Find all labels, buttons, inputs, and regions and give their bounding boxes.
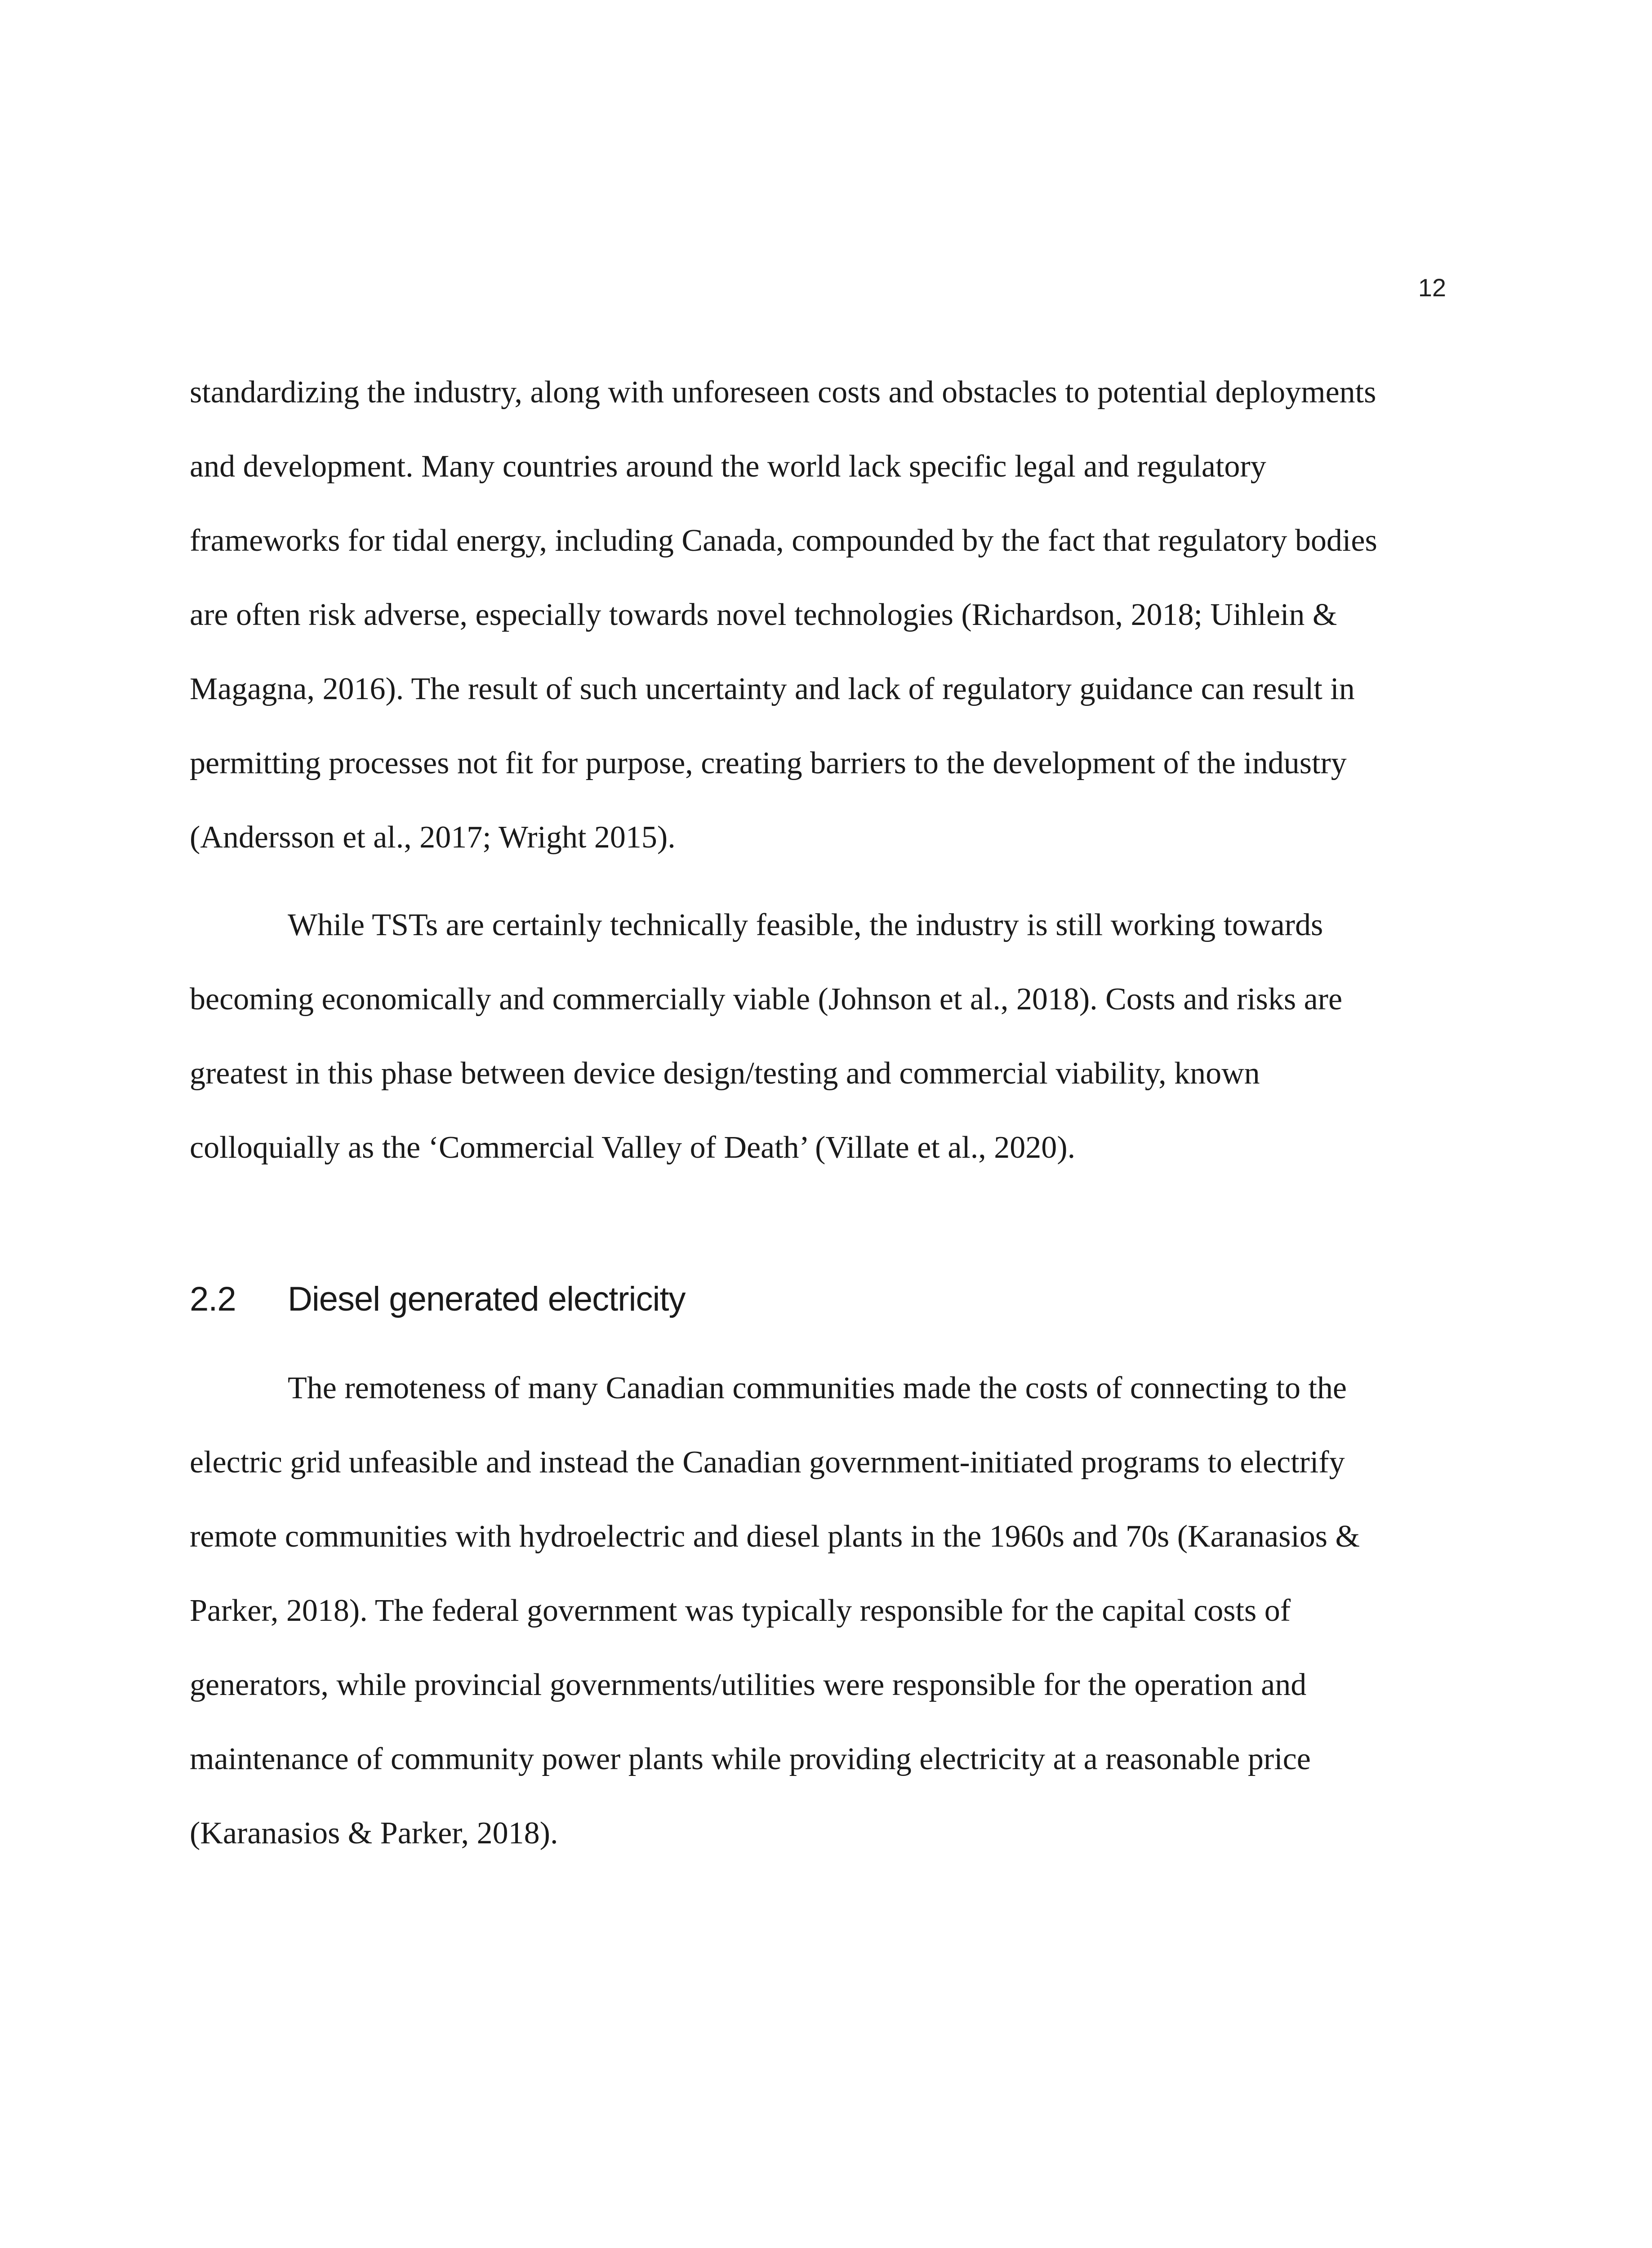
page-number: 12 [1418,273,1446,302]
paragraph-regulatory-frameworks: standardizing the industry, along with unforeseen costs and obstacles to potential deployments and development. Many countries around the world lack specific legal and regulatory frameworks for tidal energy, including Canada, compounded by the fact that regulatory bodies are often risk adverse, especially towards novel technologies (Richardson, 2018; Uihlein & Magagna, 2016). The result of such uncertainty and lack of regulatory guidance can result in permitting processes not fit for purpose, creating barriers to the development of the industry (Andersson et al., 2017; Wright 2015). [190,375,1377,855]
section-title: Diesel generated electricity [288,1280,686,1318]
paragraph-commercial-viability: While TSTs are certainly technically feasible, the industry is still working towards becoming economically and commercially viable (Johnson et al., 2018). Costs and risks are greatest in this phase between device design/testing and commercial viability, known colloquially as the ‘Commercial Valley of Death’ (Villate et al., 2020). [190,908,1343,1165]
section-heading [190,1282,685,1316]
section-number: 2.2 [190,1280,236,1318]
paragraph-remote-communities: The remoteness of many Canadian communities made the costs of connecting to the electric grid unfeasible and instead the Canadian government-initiated programs to electrify remote communities with hydroelectric and diesel plants in the 1960s and 70s (Karanasios & Parker, 2018). The federal government was typically responsible for the capital costs of generators, while provincial governments/utilities were responsible for the operation and maintenance of community power plants while providing electricity at a reasonable price (Karanasios & Parker, 2018). [190,1371,1360,1851]
